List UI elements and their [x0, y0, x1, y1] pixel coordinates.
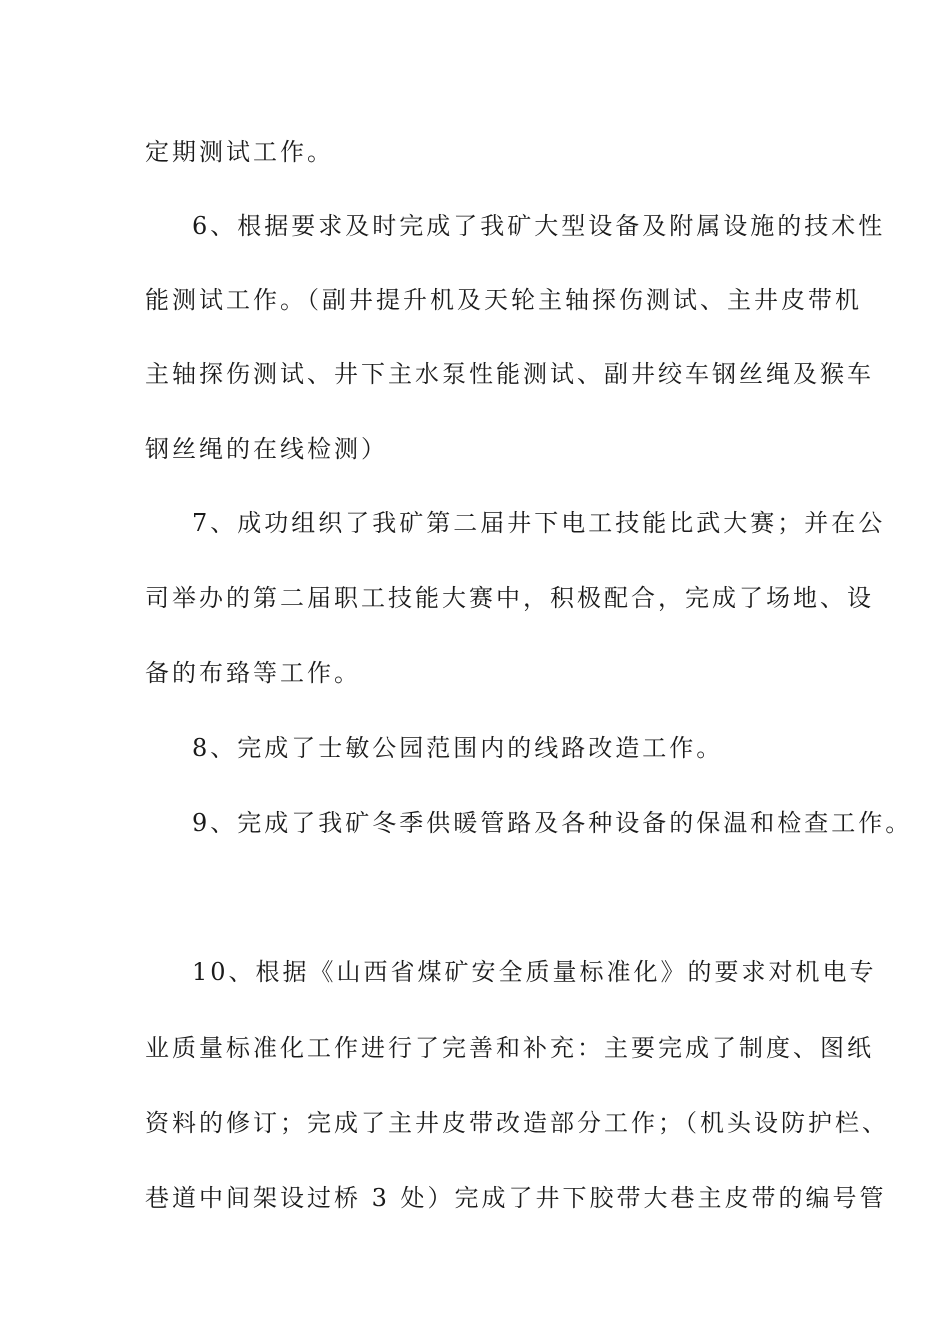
text-line: 10、根据《山西省煤矿安全质量标准化》的要求对机电专 [192, 958, 877, 986]
text-line: 定期测试工作。 [145, 138, 334, 166]
text-line: 巷道中间架设过桥 3 处）完成了井下胶带大巷主皮带的编号管 [145, 1184, 887, 1212]
text-line: 主轴探伤测试、井下主水泵性能测试、副井绞车钢丝绳及猴车 [145, 360, 874, 388]
text-line: 钢丝绳的在线检测） [145, 435, 388, 463]
text-line: 8、完成了士敏公园范围内的线路改造工作。 [192, 734, 724, 762]
text-line: 司举办的第二届职工技能大赛中，积极配合，完成了场地、设 [145, 584, 874, 612]
text-line: 7、成功组织了我矿第二届井下电工技能比武大赛；并在公 [192, 509, 886, 537]
text-line: 6、根据要求及时完成了我矿大型设备及附属设施的技术性 [192, 212, 886, 240]
text-line: 9、完成了我矿冬季供暖管路及各种设备的保温和检查工作。 [192, 809, 913, 837]
text-line: 备的布臵等工作。 [145, 659, 361, 687]
text-line: 能测试工作。（副井提升机及天轮主轴探伤测试、主井皮带机 [145, 286, 862, 314]
text-line: 资料的修订；完成了主井皮带改造部分工作；（机头设防护栏、 [145, 1109, 889, 1137]
text-line: 业质量标准化工作进行了完善和补充：主要完成了制度、图纸 [145, 1034, 874, 1062]
